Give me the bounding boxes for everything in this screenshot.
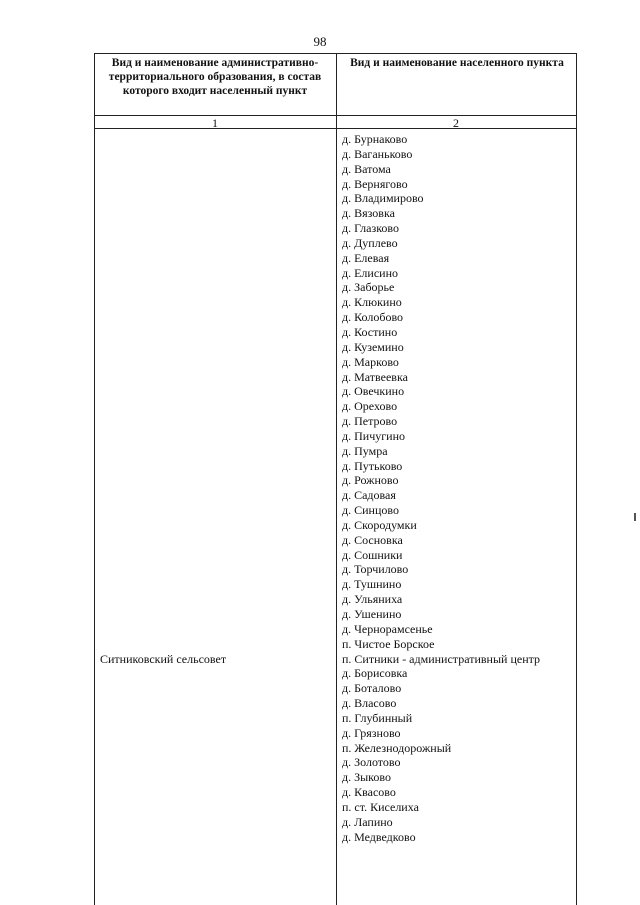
settlement-item: д. Торчилово [342, 562, 409, 577]
settlement-item: д. Рожново [342, 473, 399, 488]
settlement-item: д. Колобово [342, 310, 404, 325]
settlement-item: д. Орехово [342, 399, 398, 414]
settlement-item: д. Пумра [342, 443, 388, 458]
table-border-top [94, 53, 577, 54]
settlement-item: п. Ситники - административный центр [342, 651, 541, 666]
settlement-item: д. Бурнаково [342, 132, 408, 146]
settlement-item: д. Лапино [342, 814, 393, 829]
settlement-item: д. Скородумки [342, 517, 417, 532]
settlement-item: д. Чернорамсенье [342, 621, 433, 636]
settlement-item: д. Вязовка [342, 206, 395, 221]
settlement-item: д. Грязново [342, 725, 401, 740]
settlement-item: д. Петрово [342, 414, 398, 429]
settlement-item: д. Сошники [342, 547, 403, 562]
settlement-item: д. Путьково [342, 458, 403, 473]
settlement-item: д. Синцово [342, 503, 399, 518]
settlement-item: д. Овечкино [342, 384, 405, 399]
settlement-item: д. Медведково [342, 829, 416, 844]
settlement-item: п. ст. Киселиха [342, 799, 419, 814]
settlement-item: д. Ульяниха [342, 592, 403, 607]
settlement-item: д. Сосновка [342, 532, 403, 547]
settlement-item: д. Боталово [342, 681, 402, 696]
column-number-2: 2 [453, 116, 459, 130]
header-settlement: Вид и наименование населенного пункта [350, 57, 564, 69]
settlement-list [342, 132, 540, 845]
settlement-item: д. Клюкино [342, 295, 402, 310]
column-number-1: 1 [212, 116, 218, 130]
settlement-item: д. Золотово [342, 755, 401, 770]
settlement-item: д. Заборье [342, 280, 395, 295]
settlement-item: д. Елевая [342, 250, 390, 265]
settlement-item: д. Садовая [342, 488, 396, 503]
settlement-item: д. Тушнино [342, 577, 402, 592]
settlement-item: п. Железнодорожный [342, 740, 452, 755]
settlement-item: п. Глубинный [342, 710, 413, 725]
settlement-item: д. Глазково [342, 221, 399, 236]
scan-edge-mark [634, 513, 636, 521]
page-number: 98 [313, 34, 327, 49]
settlement-item: д. Костино [342, 324, 398, 339]
table-column-divider [336, 53, 337, 905]
settlement-item: д. Вернягово [342, 176, 408, 191]
table-border-left [94, 53, 95, 905]
settlement-item: д. Владимирово [342, 191, 424, 206]
settlement-item: д. Ваганьково [342, 146, 413, 161]
settlement-item: д. Куземино [342, 339, 404, 354]
table-border-right [576, 53, 577, 905]
settlement-item: д. Зыково [342, 770, 391, 785]
settlement-item: д. Ватома [342, 161, 391, 176]
header-divider [94, 115, 577, 116]
settlement-item: д. Матвеевка [342, 369, 408, 384]
settlement-item: п. Чистое Борское [342, 636, 435, 651]
settlement-item: д. Дуплево [342, 235, 398, 250]
settlement-item: д. Марково [342, 354, 399, 369]
settlement-item: д. Власово [342, 696, 397, 711]
district-name: Ситниковский сельсовет [100, 652, 227, 666]
settlement-item: д. Квасово [342, 785, 396, 800]
settlement-item: д. Борисовка [342, 666, 408, 681]
settlement-item: д. Пичугино [342, 428, 405, 443]
settlements-table [94, 53, 577, 905]
settlement-item: д. Ушенино [342, 607, 402, 621]
header-admin-unit: Вид и наименование административно-территориального образования, в состав которого входит населенный пункт [108, 57, 322, 97]
settlement-item: д. Елисино [342, 265, 399, 280]
